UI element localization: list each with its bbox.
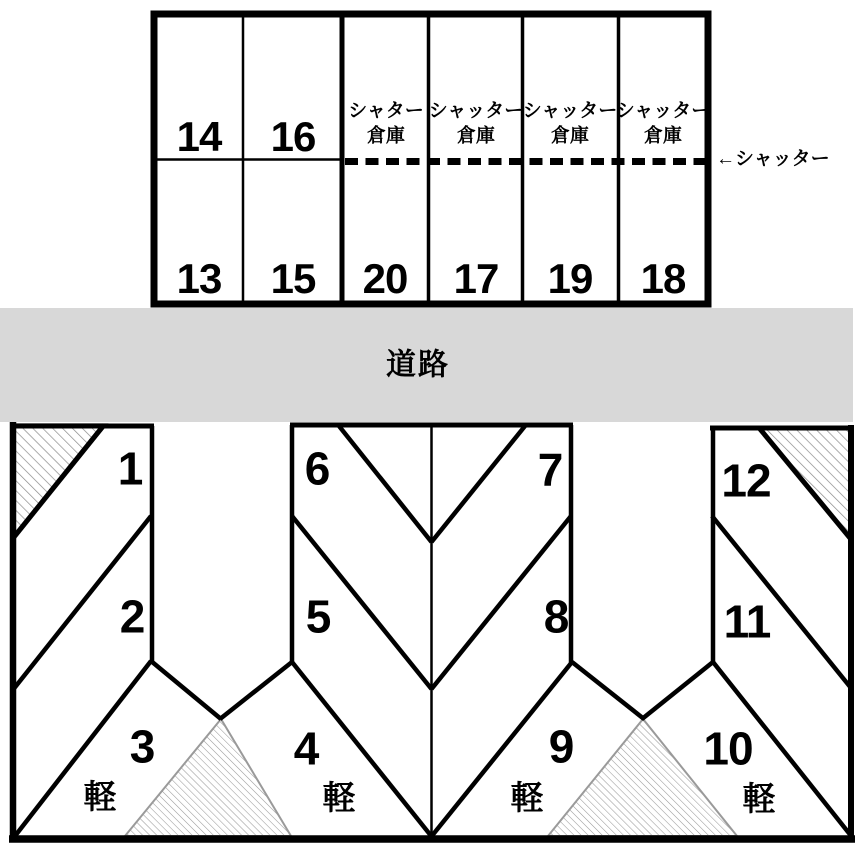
space-7: 7 [537,443,563,496]
shutter-unit-2-line1: シャッター [428,100,524,122]
space-5: 5 [305,590,331,643]
stall-15: 15 [270,254,316,302]
kei-label-space-4: 軽 [322,778,356,816]
shutter-unit-4-line1: シャッター [615,100,711,122]
space-6: 6 [304,442,330,495]
kei-label-space-9: 軽 [510,778,544,816]
space-2: 2 [119,590,145,643]
space-8: 8 [543,590,569,643]
shutter-unit-2-label [429,99,524,148]
divider-3-v [151,661,221,719]
shutter-arrow-label: ←シャッター [716,148,830,170]
stall-18: 18 [640,254,686,302]
divider-7-chevron [432,426,526,542]
kei-label-space-10: 軽 [742,779,776,817]
shutter-unit-1-label [348,99,424,148]
divider-9-v [572,662,644,719]
stall-13: 13 [176,254,222,302]
shutter-unit-3-line2: 倉庫 [550,125,589,146]
space-1: 1 [117,442,143,495]
divider-10-v [642,662,713,719]
shutter-unit-4-label [616,99,711,148]
stall-20: 20 [362,254,408,302]
shutter-unit-2-line2: 倉庫 [456,125,495,146]
shutter-unit-3-line1: シャッター [522,100,618,122]
shutter-unit-1-line2: 倉庫 [366,125,405,146]
divider-6-chevron [339,426,432,542]
space-11: 11 [723,595,771,648]
space-3: 3 [129,720,155,773]
space-4: 4 [293,722,319,775]
kei-label-space-3: 軽 [83,777,117,815]
shutter-unit-1-line1: シャター [348,100,424,122]
stall-14: 14 [176,112,222,160]
shutter-unit-4-line2: 倉庫 [643,125,682,146]
space-10: 10 [703,722,753,775]
space-12: 12 [721,454,771,507]
shutter-unit-3-label [523,99,618,148]
space-9: 9 [548,720,574,773]
upper-block [154,14,708,304]
divider-4-v [220,662,292,719]
stall-19: 19 [547,254,593,302]
stall-16: 16 [270,112,316,160]
stall-17: 17 [453,254,499,302]
road-label: 道路 [386,348,450,382]
